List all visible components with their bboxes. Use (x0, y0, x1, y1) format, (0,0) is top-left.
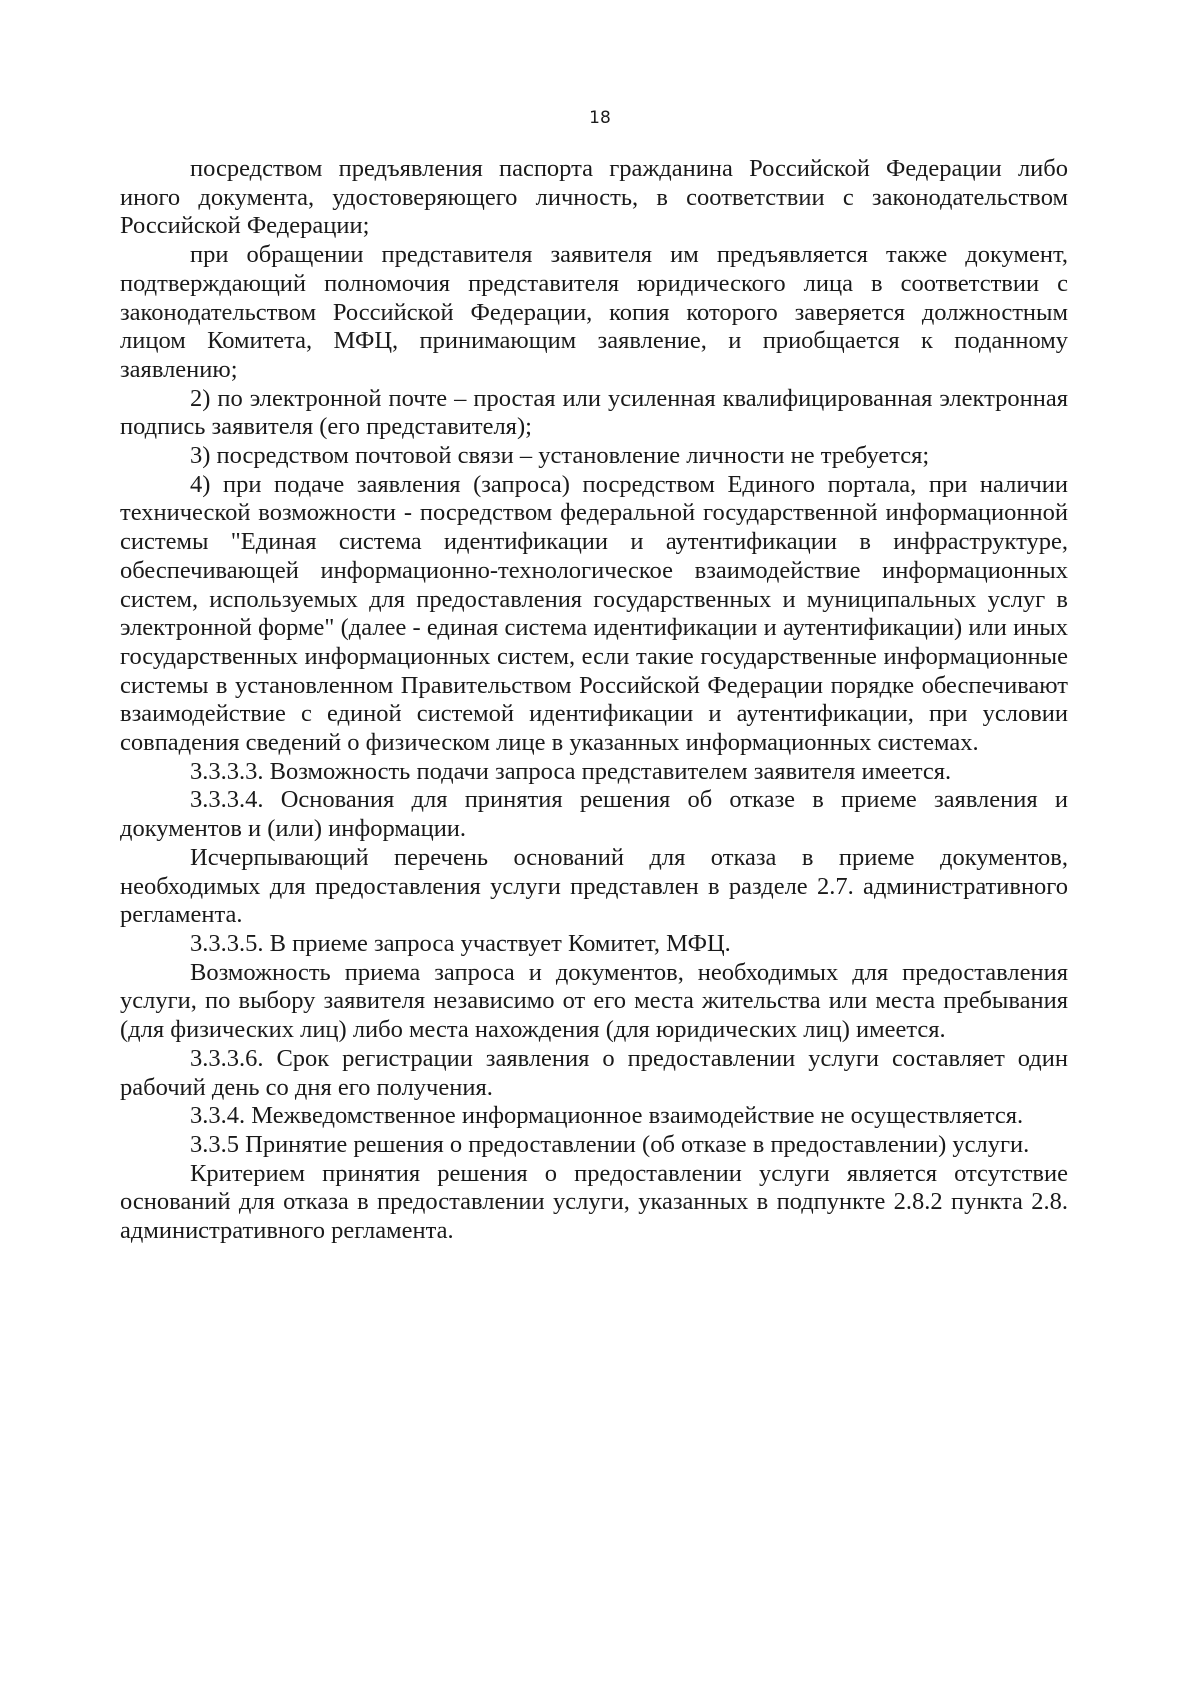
paragraph-acceptance-possibility: Возможность приема запроса и документов, необходимых для предоставления услуги, по выбору заявителя независимо от его места жительства или места пребывания (для физических лиц) либо места нахождения (для юридических лиц) имеется. (120, 958, 1068, 1044)
paragraph-decision-criterion: Критерием принятия решения о предоставлении услуги является отсутствие оснований для отказа в предоставлении услуги, указанных в подпункте 2.8.2 пункта 2.8. административного регламента. (120, 1159, 1068, 1245)
paragraph-representative: при обращении представителя заявителя им предъявляется также документ, подтверждающий полномочия представителя юридического лица в соответствии с законодательством Российской Федерации, копия которого заверяется должностным лицом Комитета, МФЦ, принимающим заявление, и приобщается к поданному заявлению; (120, 241, 1068, 383)
paragraph-3-3-3-5: 3.3.3.5. В приеме запроса участвует Комитет, МФЦ. (190, 929, 731, 957)
paragraph-3-3-3-4: 3.3.3.4. Основания для принятия решения об отказе в приеме заявления и документов и (или) информации. (120, 786, 1068, 843)
paragraph-3-3-5: 3.3.5 Принятие решения о предоставлении (об отказе в предоставлении) услуги. (190, 1130, 1030, 1158)
paragraph-unified-portal: 4) при подаче заявления (запроса) посредством Единого портала, при наличии технической возможности - посредством федеральной государственной информационной системы "Единая система идентификации и аутентификации в инфраструктуре, обеспечивающей информационно-технологическое взаимодействие информационных систем, используемых для предоставления государственных и муниципальных услуг в электронной форме" (далее - единая система идентификации и аутентификации) или иных государственных информационных систем, если такие государственные информационные системы в установленном Правительством Российской Федерации порядке обеспечивают взаимодействие с единой системой идентификации и аутентификации, при условии совпадения сведений о физическом лице в указанных информационных системах. (120, 470, 1068, 757)
document-body (120, 155, 1068, 1246)
paragraph-email: 2) по электронной почте – простая или усиленная квалифицированная электронная подпись заявителя (его представителя); (120, 384, 1068, 441)
paragraph-passport: посредством предъявления паспорта гражданина Российской Федерации либо иного документа, удостоверяющего личность, в соответствии с законодательством Российской Федерации; (120, 155, 1068, 240)
page-number: 18 (589, 108, 611, 128)
paragraph-postal: 3) посредством почтовой связи – установление личности не требуется; (190, 442, 930, 470)
paragraph-refusal-grounds: Исчерпывающий перечень оснований для отказа в приеме документов, необходимых для предоставления услуги представлен в разделе 2.7. административного регламента. (120, 843, 1068, 929)
paragraph-3-3-3-6: 3.3.3.6. Срок регистрации заявления о предоставлении услуги составляет один рабочий день со дня его получения. (120, 1044, 1068, 1101)
paragraph-3-3-3-3: 3.3.3.3. Возможность подачи запроса представителем заявителя имеется. (190, 757, 952, 785)
paragraph-3-3-4: 3.3.4. Межведомственное информационное взаимодействие не осуществляется. (190, 1102, 1024, 1130)
